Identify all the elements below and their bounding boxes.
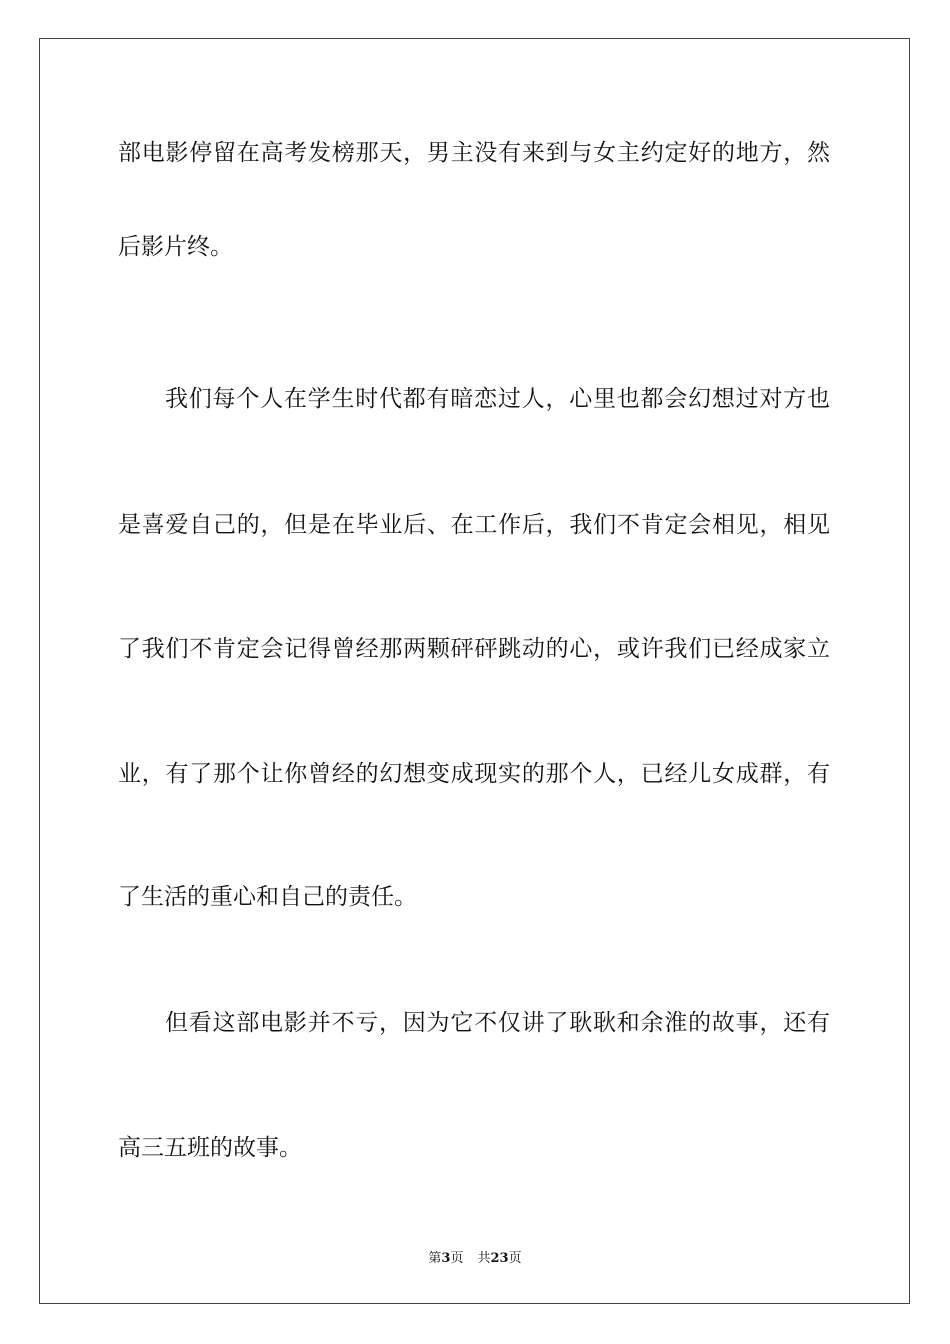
footer-page-suffix: 页 xyxy=(450,1251,464,1266)
text-line: 但看这部电影并不亏，因为它不仅讲了耿耿和余淮的故事，还有 xyxy=(165,1010,830,1036)
text-line: 业，有了那个让你曾经的幻想变成现实的那个人，已经儿女成群，有 xyxy=(118,761,830,787)
text-line: 是喜爱自己的，但是在毕业后、在工作后，我们不肯定会相见，相见 xyxy=(118,512,830,538)
text-line: 了我们不肯定会记得曾经那两颗砰砰跳动的心，或许我们已经成家立 xyxy=(118,636,830,662)
current-page-number: 3 xyxy=(441,1251,451,1266)
footer-total-prefix: 共 xyxy=(477,1251,491,1266)
text-line: 后影片终。 xyxy=(118,234,233,260)
text-line: 我们每个人在学生时代都有暗恋过人，心里也都会幻想过对方也 xyxy=(165,386,830,412)
footer-total-suffix: 页 xyxy=(508,1251,522,1266)
text-line: 高三五班的故事。 xyxy=(118,1135,302,1161)
text-line: 了生活的重心和自己的责任。 xyxy=(118,884,417,910)
text-line: 部电影停留在高考发榜那天，男主没有来到与女主约定好的地方，然 xyxy=(118,140,830,166)
page-border xyxy=(39,38,910,1304)
footer-page-prefix: 第 xyxy=(428,1251,442,1266)
page-footer xyxy=(0,1247,950,1266)
total-page-count: 23 xyxy=(490,1251,509,1266)
